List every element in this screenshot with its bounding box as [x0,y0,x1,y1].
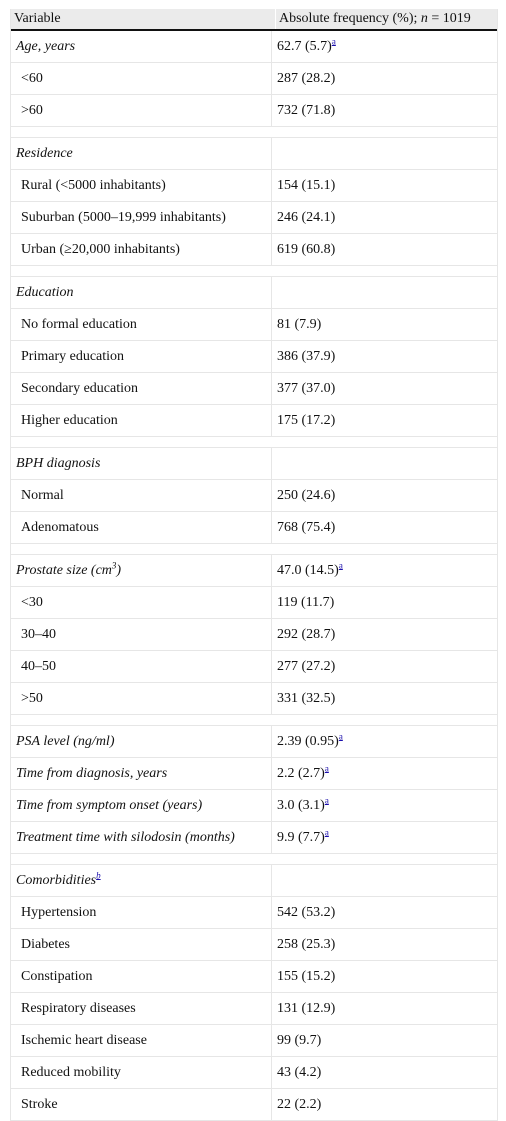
table-row [11,202,497,234]
header-frequency-prefix: Absolute frequency (%); [279,11,421,26]
row-value: 99 (9.7) [277,1033,322,1048]
header-frequency-suffix: = 1019 [427,11,471,26]
value-text: 9.9 (7.7) [277,830,325,845]
table-row [11,758,497,790]
table-row [11,587,497,619]
label-prefix: Prostate size (cm [16,563,112,578]
row-label: Primary education [11,341,272,372]
row-value: 81 (7.9) [277,317,322,332]
row-label: <60 [11,63,272,94]
section-label [11,865,272,896]
table-row [11,619,497,651]
row-value [272,31,497,62]
row-label: Suburban (5000–19,999 inhabitants) [11,202,272,233]
table-row [11,512,497,544]
footnote-a-link[interactable]: a [338,731,343,742]
table-row [11,726,497,758]
table-row [11,929,497,961]
row-label: Age, years [11,31,272,62]
label-suffix: ) [116,563,122,578]
row-value: 768 (75.4) [277,520,336,535]
row-label: 40–50 [11,651,272,682]
table-row [11,170,497,202]
table-row [11,865,497,897]
row-value: 292 (28.7) [277,627,336,642]
table-row [11,1025,497,1057]
row-label: Higher education [11,405,272,436]
comorbidities-text: Comorbidities [16,873,97,888]
row-value: 331 (32.5) [277,691,336,706]
row-value [272,555,497,586]
row-value: 377 (37.0) [277,381,336,396]
row-value [272,865,497,896]
row-value [272,726,497,757]
row-label: Rural (<5000 inhabitants) [11,170,272,201]
row-value: 246 (24.1) [277,210,336,225]
row-value: 542 (53.2) [277,905,336,920]
section-spacer [11,715,497,726]
row-label [11,555,272,586]
row-label: >60 [11,95,272,126]
row-label: Time from diagnosis, years [11,758,272,789]
section-label: Education [11,277,272,308]
table-row [11,480,497,512]
row-label: Normal [11,480,272,511]
table-row [11,405,497,437]
table-row [11,341,497,373]
footnote-a-link[interactable]: a [338,560,343,571]
table-row [11,897,497,929]
row-value: 175 (17.2) [277,413,336,428]
row-value: 154 (15.1) [277,178,336,193]
row-label: Constipation [11,961,272,992]
row-label: Respiratory diseases [11,993,272,1024]
row-label: >50 [11,683,272,714]
header-frequency [275,9,497,29]
row-label: Time from symptom onset (years) [11,790,272,821]
table-row [11,448,497,480]
row-label: <30 [11,587,272,618]
value-text: 2.2 (2.7) [277,766,325,781]
section-label: BPH diagnosis [11,448,272,479]
table-row [11,683,497,715]
section-spacer [11,854,497,865]
row-value: 22 (2.2) [277,1097,322,1112]
section-label: Residence [11,138,272,169]
row-value: 258 (25.3) [277,937,336,952]
characteristics-table [10,9,498,1121]
row-value: 619 (60.8) [277,242,336,257]
row-label: Urban (≥20,000 inhabitants) [11,234,272,265]
row-label: PSA level (ng/ml) [11,726,272,757]
header-n: n [420,11,428,26]
section-spacer [11,266,497,277]
row-value: 119 (11.7) [277,595,335,610]
row-value: 155 (15.2) [277,969,336,984]
table-row [11,1089,497,1121]
label-superscript: 3 [111,560,117,571]
value-text: 3.0 (3.1) [277,798,325,813]
table-row [11,651,497,683]
row-value [272,448,497,479]
row-value [272,790,497,821]
section-spacer [11,437,497,448]
row-value [272,277,497,308]
table-row [11,138,497,170]
value-text: 47.0 (14.5) [277,563,339,578]
section-spacer [11,127,497,138]
table-row [11,277,497,309]
row-label: Reduced mobility [11,1057,272,1088]
row-label: Hypertension [11,897,272,928]
table-row [11,822,497,854]
table-row [11,63,497,95]
row-value [272,758,497,789]
footnote-a-link[interactable]: a [324,795,329,806]
footnote-a-link[interactable]: a [324,827,329,838]
table-row [11,309,497,341]
footnote-a-link[interactable]: a [324,763,329,774]
row-label: Diabetes [11,929,272,960]
value-text: 62.7 (5.7) [277,39,332,54]
table-row [11,95,497,127]
row-value: 43 (4.2) [277,1065,322,1080]
row-label: No formal education [11,309,272,340]
table-row [11,961,497,993]
row-value: 250 (24.6) [277,488,336,503]
value-text: 2.39 (0.95) [277,734,339,749]
table-row [11,993,497,1025]
header-variable: Variable [14,11,61,26]
row-value [272,822,497,853]
row-value: 386 (37.9) [277,349,336,364]
row-label: Ischemic heart disease [11,1025,272,1056]
row-value [272,138,497,169]
table-row [11,555,497,587]
table-header [11,9,497,31]
row-value: 287 (28.2) [277,71,336,86]
table-row [11,31,497,63]
table-row [11,1057,497,1089]
section-spacer [11,544,497,555]
table-row [11,234,497,266]
table-row [11,373,497,405]
row-label: Secondary education [11,373,272,404]
row-value: 732 (71.8) [277,103,336,118]
footnote-b-link[interactable]: b [96,870,101,881]
table-row [11,790,497,822]
footnote-a-link[interactable]: a [331,36,336,47]
row-label: Adenomatous [11,512,272,543]
row-label: 30–40 [11,619,272,650]
row-value: 131 (12.9) [277,1001,336,1016]
row-label: Stroke [11,1089,272,1120]
row-value: 277 (27.2) [277,659,336,674]
row-label: Treatment time with silodosin (months) [11,822,272,853]
